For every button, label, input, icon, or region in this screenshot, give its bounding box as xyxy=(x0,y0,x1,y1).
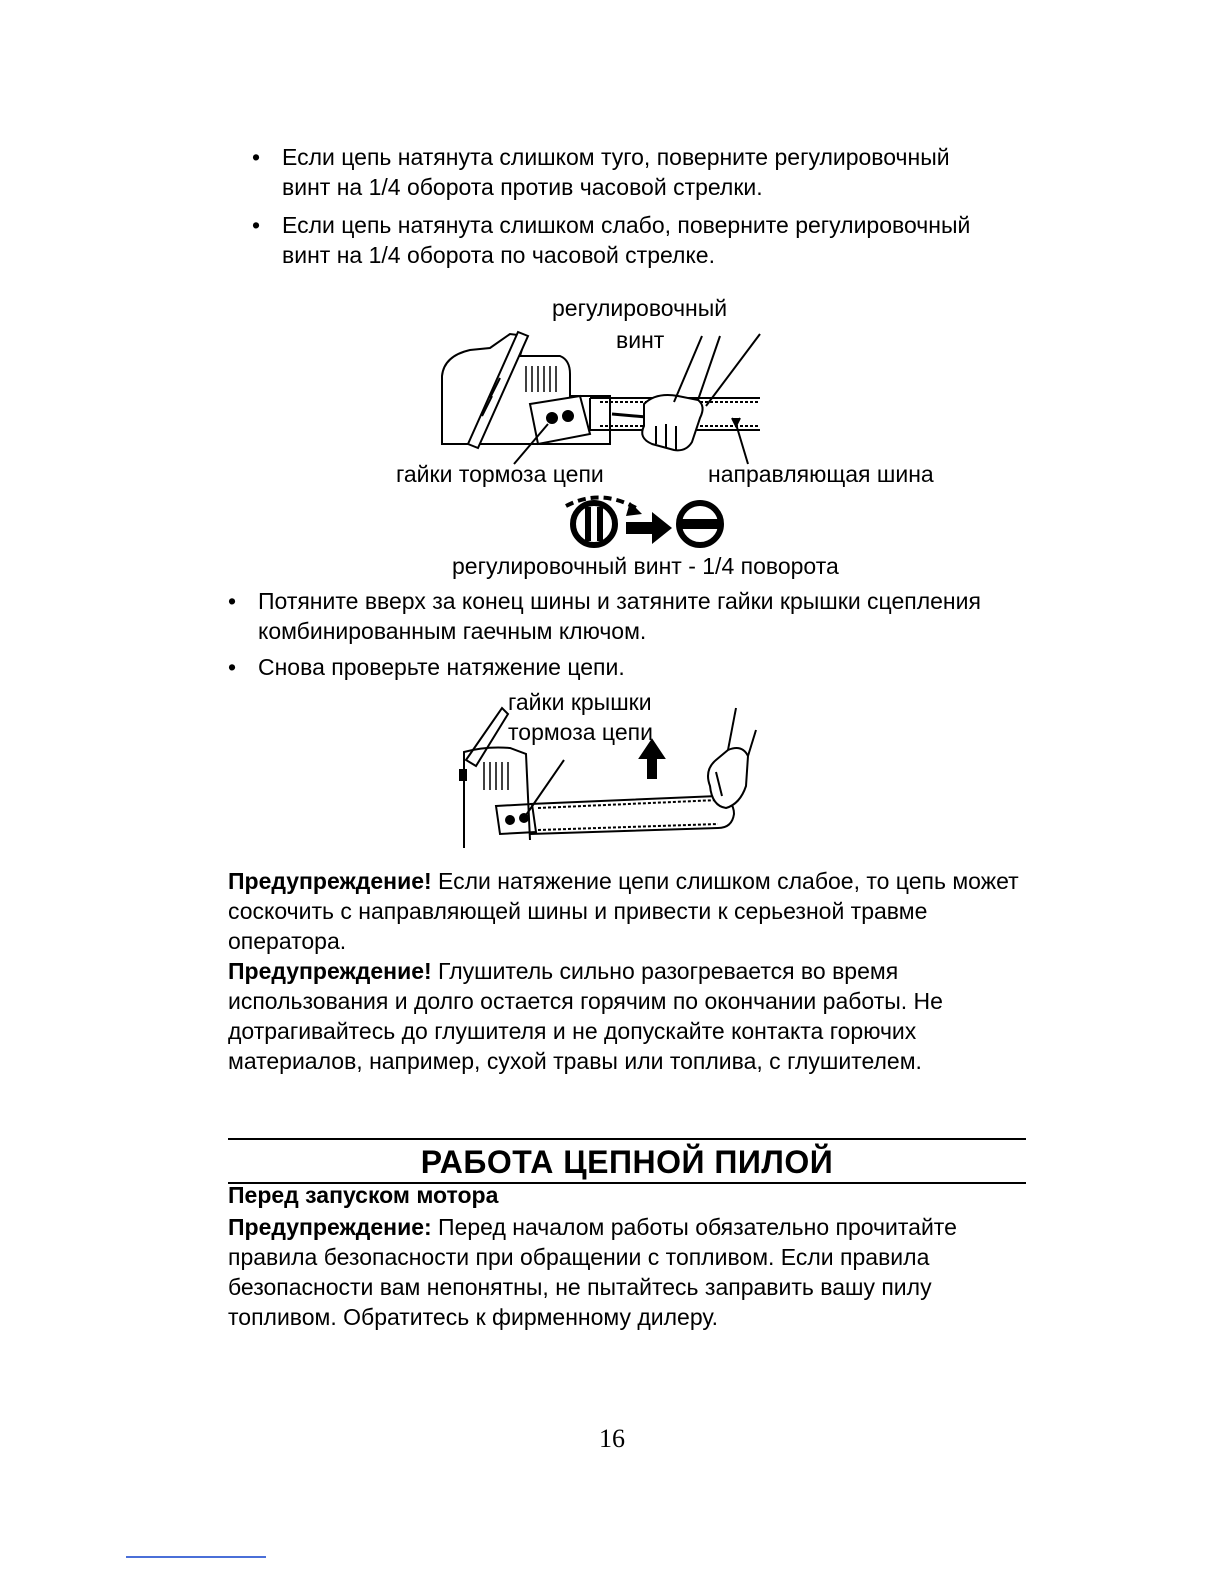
bullet-symbol: • xyxy=(252,144,261,170)
bullet-pull-bar xyxy=(228,586,981,646)
bullet-symbol: • xyxy=(228,588,237,614)
warning-label: Предупреждение: xyxy=(228,1214,432,1240)
bottom-link-line xyxy=(126,1556,266,1558)
figure1-label-bar: направляющая шина xyxy=(708,461,934,487)
page-number: 16 xyxy=(599,1424,625,1453)
warning-label: Предупреждение! xyxy=(228,958,432,984)
bullet-line: Снова проверьте натяжение цепи. xyxy=(258,654,625,680)
figure1-label-screw-line2: винт xyxy=(616,327,665,353)
bullet-tight-chain xyxy=(252,142,950,202)
warning-text: Глушитель сильно разогревается во время использования и долго остается горячим по окончании работы. Не дотрагивайтесь до глушителя и не допускайте контакта горючих материалов, например, сухой травы или топлива, с глушителем. xyxy=(228,958,943,1074)
warning-fuel-rules xyxy=(228,1212,1028,1332)
screw-rotation-icon xyxy=(560,492,730,548)
figure1-label-screw-line1: регулировочный xyxy=(552,295,728,321)
section-title: РАБОТА ЦЕПНОЙ ПИЛОЙ xyxy=(420,1144,834,1180)
bullet-line: комбинированным гаечным ключом. xyxy=(258,618,647,644)
warning-chain-slack xyxy=(228,866,1028,956)
chainsaw-tighten-illustration xyxy=(456,700,756,850)
bullet-line: Если цепь натянута слишком туго, поверните регулировочный xyxy=(282,144,950,170)
chainsaw-adjust-illustration xyxy=(430,326,770,466)
bullet-line: винт на 1/4 оборота по часовой стрелке. xyxy=(282,242,715,268)
figure3-label-line2: тормоза цепи xyxy=(508,719,653,745)
figure2-caption: регулировочный винт - 1/4 поворота xyxy=(452,553,839,579)
warning-text: Перед началом работы обязательно прочитайте правила безопасности при обращении с топливом. Если правила безопасности вам непонятны, не пытайтесь заправить вашу пилу топливом. Обратитесь к фирменному дилеру. xyxy=(228,1214,957,1330)
warning-label: Предупреждение! xyxy=(228,868,432,894)
bullet-check-tension xyxy=(228,652,625,682)
bullet-line: винт на 1/4 оборота против часовой стрелки. xyxy=(282,174,763,200)
bullet-symbol: • xyxy=(252,212,261,238)
section-rule-top xyxy=(228,1138,1026,1140)
warning-text: Если натяжение цепи слишком слабое, то цепь может соскочить с направляющей шины и привести к серьезной травме оператора. xyxy=(228,868,1019,954)
bullet-line: Потяните вверх за конец шины и затяните гайки крышки сцепления xyxy=(258,588,981,614)
bullet-symbol: • xyxy=(228,654,237,680)
bullet-loose-chain xyxy=(252,210,970,270)
figure3-label-line1: гайки крышки xyxy=(508,689,652,715)
figure1-label-nuts: гайки тормоза цепи xyxy=(396,461,604,487)
bullet-line: Если цепь натянута слишком слабо, поверните регулировочный xyxy=(282,212,971,238)
warning-muffler-hot xyxy=(228,956,1028,1076)
section-subheading: Перед запуском мотора xyxy=(228,1182,499,1208)
